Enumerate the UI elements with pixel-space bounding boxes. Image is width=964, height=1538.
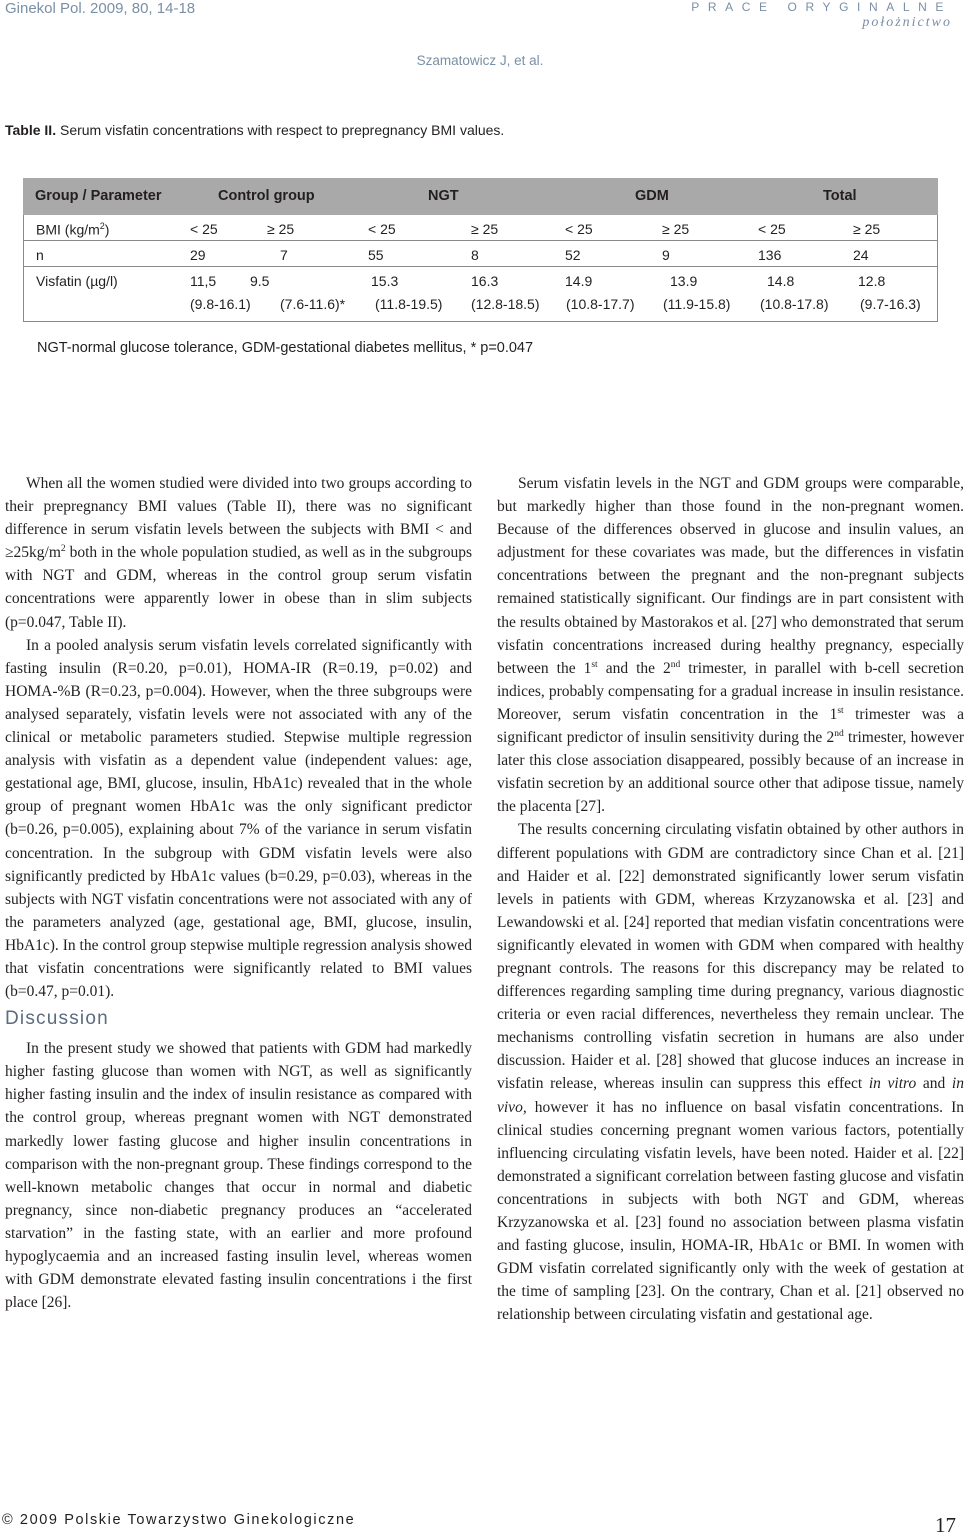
table-cell: 7 <box>280 247 288 263</box>
row-label-bmi: BMI $(kg/m^2)$ <box>36 221 110 238</box>
table-cell: < 25 <box>190 221 218 237</box>
table-header-row <box>23 178 938 215</box>
table-cell: ≥ 25 <box>471 221 499 237</box>
row-divider <box>24 240 937 241</box>
table-cell: < 25 <box>758 221 786 237</box>
copyright-notice: © 2009 Polskie Towarzystwo Ginekologiczne <box>2 1512 356 1528</box>
table-cell: 8 <box>471 247 479 263</box>
running-authors: Szamatowicz J, et al. <box>416 53 544 68</box>
table-cell: 15.3 <box>371 273 399 289</box>
section-subtitle: położnictwo <box>862 15 952 30</box>
paragraph: The results concerning circulating visfatin obtained by other authors in different populations with GDM are contradictory since Chan et al. [21] and Haider et al. [22] demonstrated significantly lower serum visfatin levels in patients with GDM, whereas Krzyzanowska et al. [23] and Lewandowski et al. [24] reported that median visfatin concentrations were significantly elevated in women with GDM when compared with healthy pregnant controls. The reasons for this discrepancy may be related to differences regarding sampling time during pregnancy, various diagnostic criteria or even racial differences, nevertheless they remain unclear. The mechanisms controlling visfatin secretion in humans are also under discussion. Haider et al. [28] showed that glucose induces an increase in visfatin release, whereas insulin can suppress this effect in vitro and in vivo, however it has no influence on basal visfatin concentrations. In clinical studies concerning pregnant women various factors, potentially influencing circulating visfatin levels, have been noted. Haider et al. [22] demonstrated a significant correlation between fasting glucose and visfatin concentrations in subjects with both NGT and GDM, whereas Krzyzanowska et al. [23] found no association between plasma visfatin and fasting glucose, insulin, HOMA-IR, HbA1c or BMI. In women with GDM visfatin correlated significantly only with the week of gestation at the time of sampling [23]. On the contrary, Chan et al. [21] observed no relationship between circulating visfatin and gestational age. <box>497 821 964 1324</box>
table-cell: ≥ 25 <box>662 221 690 237</box>
column-header: NGT <box>428 188 459 204</box>
row-label-visfatin: Visfatin (µg/l) <box>36 273 118 289</box>
table-cell: 12.8 <box>858 273 886 289</box>
column-header: Total <box>823 188 857 204</box>
left-column <box>5 472 472 1314</box>
table-cell: (9.7-16.3) <box>860 296 921 312</box>
table-cell: (7.6-11.6)* <box>280 296 346 312</box>
table-cell: ≥ 25 <box>267 221 295 237</box>
table-caption <box>5 122 504 138</box>
table-cell: 13.9 <box>670 273 698 289</box>
table-cell: 29 <box>190 247 206 263</box>
table-cell: 16.3 <box>471 273 499 289</box>
paragraph: When all the women studied were divided into two groups according to their prepregnancy BMI values (Table II), there was no significant difference in serum visfatin levels between the subjects with BMI < and $\ge 25kg/m^2$ both in the whole population studied, as well as in the subgroups with NGT and GDM, whereas in the control group serum visfatin concentrations were apparently lower in obese than in slim subjects (p=0.047, Table II). <box>5 475 472 631</box>
table-cell: < 25 <box>565 221 593 237</box>
column-header: Group / Parameter <box>35 188 162 204</box>
section-header <box>691 0 952 31</box>
table-cell: (11.8-19.5) <box>375 296 443 312</box>
paragraph: In a pooled analysis serum visfatin levels correlated significantly with fasting insulin (R=0.20, p=0.01), HOMA-IR (R=0.19, p=0.02) and HOMA-%B (R=0.23, p=0.004). However, when the three subgroups were analysed separately, visfatin levels were not associated with any of the clinical or metabolic parameters studied. Stepwise multiple regression analysis with visfatin as a dependent value (independent values: age, gestational age, BMI, glucose, insulin, HbA1c) revealed that in the whole group of pregnant women HbA1c was the only significant predictor (b=0.26, p=0.005), explaining about 7% of the variance in serum visfatin concentration. In the subgroup with GDM visfatin levels were also significantly predicted by HbA1c values (b=0.29, p=0.03), whereas in the subjects with NGT visfatin concentrations were not associated with any of the parameters analyzed (age, gestational age, BMI, glucose, insulin, HbA1c). In the control group stepwise multiple regression analysis showed that visfatin concentrations were significantly related to BMI values (b=0.47, p=0.01). <box>5 636 472 1001</box>
table-cell: 24 <box>853 247 869 263</box>
table-cell: (9.8-16.1) <box>190 296 251 312</box>
row-divider <box>24 266 937 267</box>
paragraph: Serum visfatin levels in the NGT and GDM groups were comparable, but markedly higher than those found in the non-pregnant women. Because of the differences observed in glucose and insulin values, an adjustment for these covariates was made, but the differences in visfatin concentrations between the pregnant and the non-pregnant subjects remained statistically significant. Our findings are in part consistent with the results obtained by Mastorakos et al. [27] who demonstrated that serum visfatin concentrations increased during healthy pregnancy, especially between the 1st and the 2nd trimester, in parallel with b-cell secretion indices, probably compensating for a gradual increase in insulin resistance. Moreover, serum visfatin concentration in the 1st trimester was a significant predictor of insulin sensitivity during the 2nd trimester, however later this close association disappeared, possibly because of an increase in visfatin secretion by an additional source other that adipose tissue, namely the placenta [27]. <box>497 475 964 816</box>
visfatin-table <box>23 178 938 323</box>
journal-citation: Ginekol Pol. 2009, 80, 14-18 <box>5 0 196 17</box>
table-cell: 9.5 <box>250 273 270 289</box>
table-cell: (12.8-18.5) <box>471 296 540 312</box>
page-number: 17 <box>935 1513 956 1537</box>
table-cell: 14.9 <box>565 273 593 289</box>
table-cell: 11,5 <box>190 273 217 289</box>
section-heading-discussion: Discussion <box>5 1008 109 1030</box>
section-title: PRACE ORYGINALNE <box>691 0 952 14</box>
table-cell: 136 <box>758 247 782 263</box>
column-header: Control group <box>218 188 315 204</box>
table-cell: 52 <box>565 247 581 263</box>
table-cell: (11.9-15.8) <box>663 296 731 312</box>
table-cell: 9 <box>662 247 670 263</box>
table-cell: ≥ 25 <box>853 221 881 237</box>
right-column <box>497 472 964 1326</box>
table-caption-text: Serum visfatin concentrations with respect to prepregnancy BMI values. <box>56 122 505 138</box>
column-header: GDM <box>635 188 669 204</box>
table-cell: < 25 <box>368 221 396 237</box>
table-cell: 55 <box>368 247 384 263</box>
table-caption-label: Table II. <box>5 122 57 138</box>
row-label-n: n <box>36 247 44 263</box>
paragraph: In the present study we showed that patients with GDM had markedly higher fasting glucose than women with NGT, as well as significantly higher fasting insulin and the index of insulin resistance as compared with the control group, whereas pregnant women with NGT demonstrated markedly lower fasting glucose and higher insulin concentrations in comparison with the non-pregnant group. These findings correspond to the well-known metabolic changes that occur in normal and diabetic pregnancy, since non-diabetic pregnancy produces an “accelerated starvation” in the fasting state, with an earlier and more profound hypoglycaemia and an increased fasting insulin level, whereas women with GDM demonstrate elevated fasting insulin concentrations i the first place [26]. <box>5 1040 472 1312</box>
table-footnote: NGT-normal glucose tolerance, GDM-gestational diabetes mellitus, * p=0.047 <box>37 340 534 356</box>
table-cell: (10.8-17.7) <box>566 296 635 312</box>
table-cell: (10.8-17.8) <box>760 296 829 312</box>
table-cell: 14.8 <box>767 273 795 289</box>
table-body <box>23 215 938 322</box>
